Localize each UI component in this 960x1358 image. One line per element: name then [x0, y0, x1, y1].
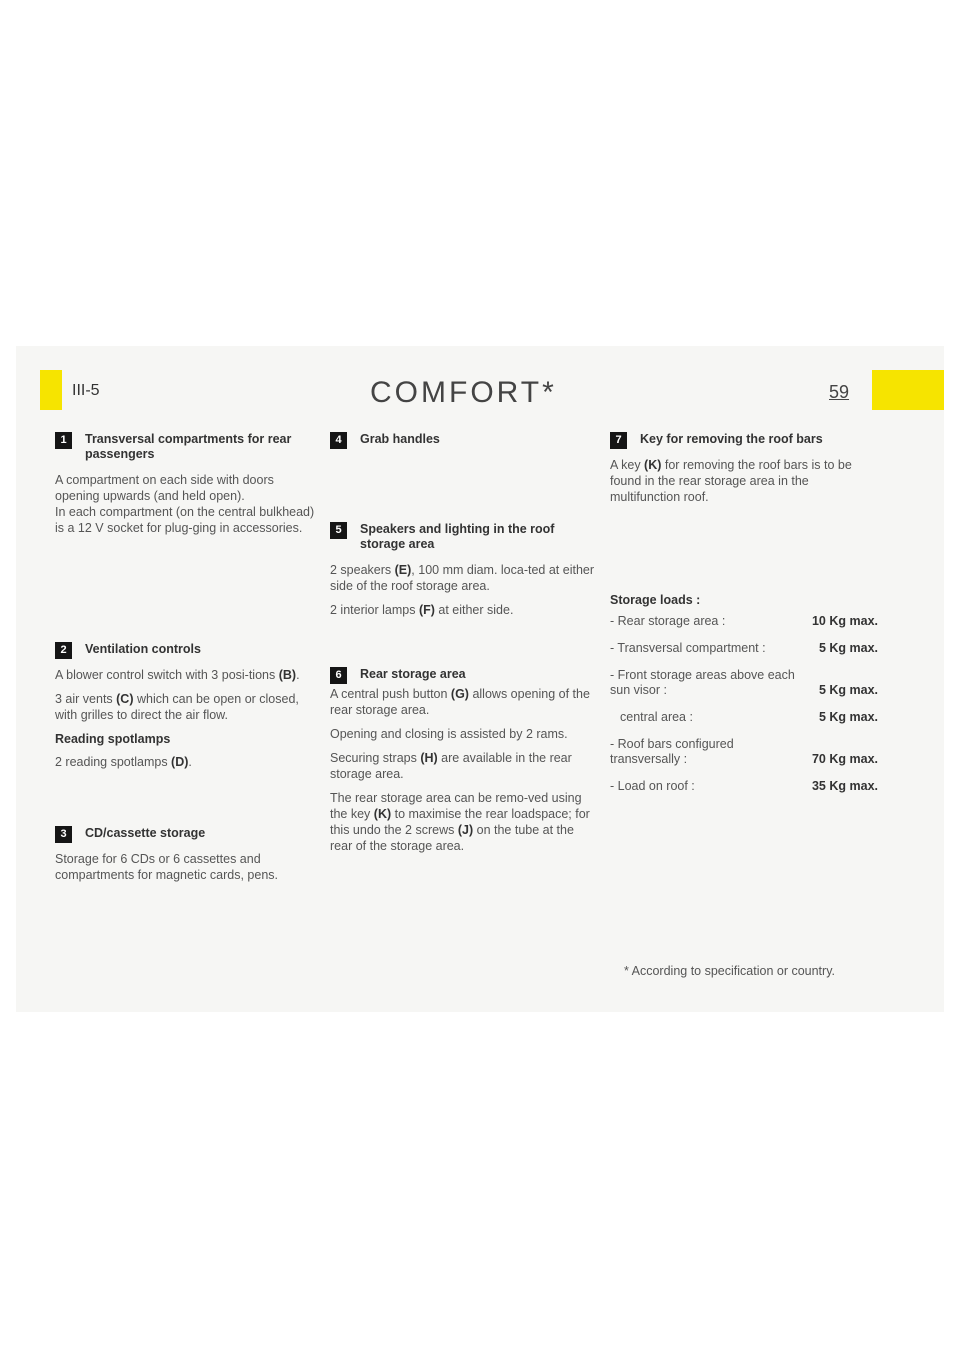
paragraph [330, 562, 595, 594]
section-ventilation-controls [55, 642, 317, 826]
storage-loads-table [610, 614, 878, 794]
section-heading [55, 826, 317, 841]
section-title: Transversal compartments for rear passengers [85, 432, 292, 461]
text: . [188, 755, 192, 769]
reference-letter: (H) [420, 751, 438, 765]
paragraph [330, 750, 595, 782]
section-heading [55, 642, 317, 657]
text: A central push button [330, 687, 451, 701]
table-row [610, 614, 878, 641]
paragraph: In each compartment (on the central bulkhead) is a 12 V socket for plug-ging in accessories. [55, 505, 315, 535]
reference-letter: (G) [450, 687, 469, 701]
table-row [610, 641, 878, 668]
section-title: Grab handles [360, 432, 440, 446]
chapter-title: COMFORT* [370, 376, 557, 409]
paragraph [330, 790, 595, 854]
load-value: 5 Kg max. [818, 710, 878, 724]
text: . [296, 668, 300, 682]
section-key-roof-bars [610, 432, 878, 592]
text: Securing straps [330, 751, 421, 765]
reference-letter: (D) [171, 755, 189, 769]
section-number-badge: 4 [330, 432, 347, 449]
paragraph [55, 754, 317, 770]
column-middle [330, 432, 595, 862]
text: 2 speakers [330, 563, 395, 577]
load-value: 10 Kg max. [811, 614, 878, 628]
subheading: Reading spotlamps [55, 732, 171, 746]
table-row [610, 668, 878, 710]
section-heading [330, 522, 595, 552]
paragraph [330, 686, 595, 718]
load-value: 5 Kg max. [818, 683, 878, 697]
load-label: - Roof bars configured transversally : [610, 737, 734, 766]
section-number-badge: 6 [330, 667, 347, 684]
section-heading [330, 667, 595, 682]
paragraph [55, 691, 317, 723]
text: are available in the rear storage area. [330, 751, 572, 781]
table-row [610, 710, 878, 737]
text: for removing the roof bars is to be found in the rear storage area in the multifunction roof. [610, 458, 852, 504]
load-label: - Front storage areas above each sun visor : [610, 668, 795, 697]
table-row [610, 737, 878, 779]
paragraph [610, 457, 878, 505]
text: at either side. [434, 603, 514, 617]
text: A key [610, 458, 645, 472]
reference-letter: (F) [418, 603, 435, 617]
reference-letter: (K) [644, 458, 662, 472]
reference-letter: (C) [116, 692, 134, 706]
text: The rear storage area can be remo-ved using the key [330, 791, 582, 821]
reference-letter: (J) [457, 823, 474, 837]
yellow-tab-right [872, 370, 944, 410]
column-left [55, 432, 317, 891]
section-title: Rear storage area [360, 667, 466, 681]
page-number: 59 [829, 382, 850, 402]
section-grab-handles [330, 432, 595, 522]
table-row [610, 779, 878, 794]
section-speakers-lighting [330, 522, 595, 667]
storage-loads-title: Storage loads : [610, 593, 701, 607]
footnote: * According to specification or country. [624, 964, 835, 978]
reference-letter: (K) [373, 807, 392, 821]
load-value: 70 Kg max. [811, 752, 878, 766]
section-number-badge: 5 [330, 522, 347, 539]
section-code: III-5 [72, 382, 100, 399]
reference-letter: (E) [394, 563, 412, 577]
text: , 100 mm diam. loca-ted at either side of the roof storage area. [330, 563, 595, 593]
paragraph: Storage for 6 CDs or 6 cassettes and compartments for magnetic cards, pens. [55, 852, 279, 882]
column-right [610, 432, 878, 794]
reference-letter: (B) [278, 668, 297, 682]
text: allows opening of the rear storage area. [330, 687, 590, 717]
section-title: Key for removing the roof bars [640, 432, 823, 446]
section-number-badge: 3 [55, 826, 72, 843]
section-heading [610, 432, 878, 447]
section-heading [55, 432, 317, 462]
section-heading [330, 432, 595, 447]
text: to maximise the rear loadspace; for this undo the 2 screws [330, 807, 590, 837]
section-title: Speakers and lighting in the roof storage area [360, 522, 555, 551]
text: on the tube at the rear of the storage area. [330, 823, 574, 853]
section-transversal-compartments [55, 432, 317, 642]
section-cd-cassette-storage [55, 826, 317, 883]
text: 3 air vents [55, 692, 117, 706]
load-label: - Rear storage area : [610, 614, 726, 628]
text: 2 reading spotlamps [55, 755, 172, 769]
load-value: 35 Kg max. [811, 779, 878, 793]
text: 2 interior lamps [330, 603, 419, 617]
section-number-badge: 2 [55, 642, 72, 659]
text: A blower control switch with 3 posi-tions [55, 668, 279, 682]
paragraph [330, 602, 595, 618]
section-number-badge: 7 [610, 432, 627, 449]
section-title: CD/cassette storage [85, 826, 206, 840]
load-label: central area : [620, 710, 693, 724]
paragraph: Opening and closing is assisted by 2 rams. [330, 727, 568, 741]
text: which can be open or closed, with grilles to direct the air flow. [55, 692, 299, 722]
load-value: 5 Kg max. [818, 641, 878, 655]
paragraph [55, 667, 317, 683]
section-rear-storage-area [330, 667, 595, 854]
section-number-badge: 1 [55, 432, 72, 449]
load-label: - Transversal compartment : [610, 641, 766, 655]
yellow-tab-left [40, 370, 62, 410]
paragraph: A compartment on each side with doors opening upwards (and held open). [55, 473, 274, 503]
section-title: Ventilation controls [85, 642, 201, 656]
storage-loads [610, 592, 878, 794]
load-label: - Load on roof : [610, 779, 695, 793]
